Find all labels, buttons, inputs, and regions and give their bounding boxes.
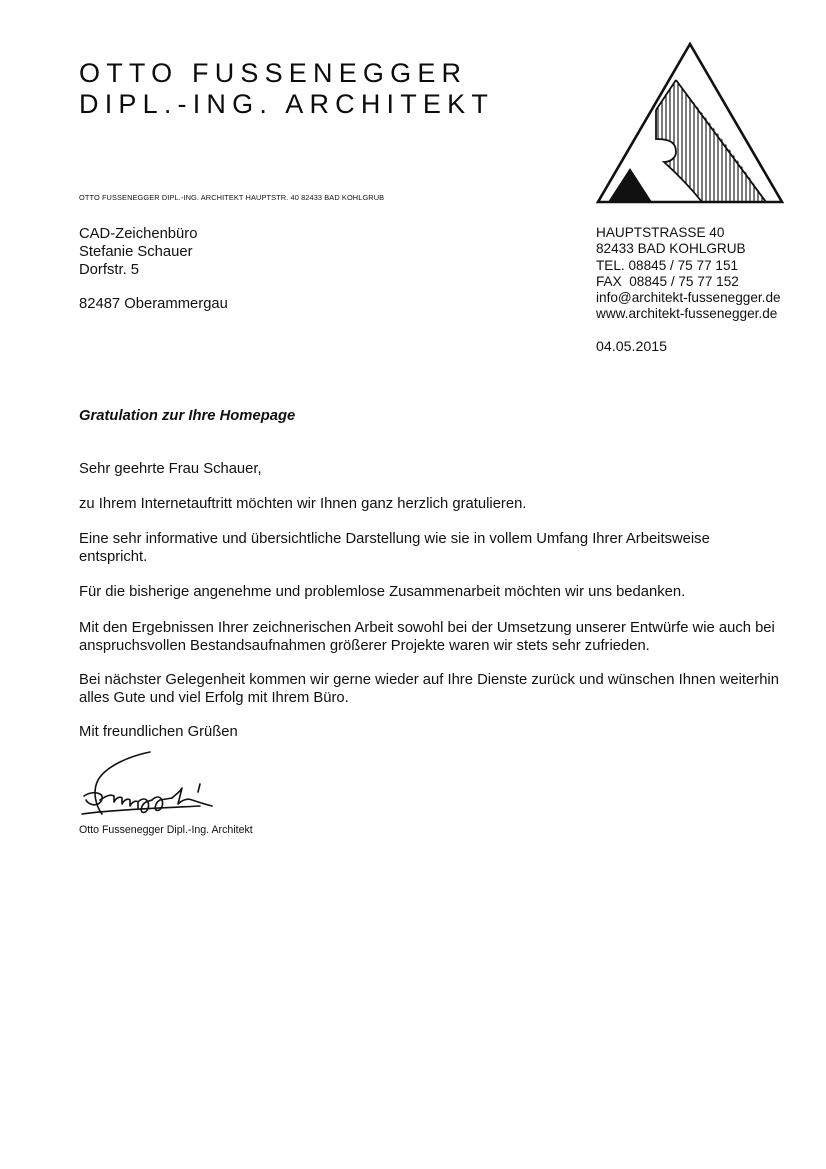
handwritten-signature [80,748,220,820]
contact-tel: TEL. 08845 / 75 77 151 [596,257,739,273]
body-paragraph: Bei nächster Gelegenheit kommen wir gerne wieder auf Ihre Dienste zurück und wünschen Ihnen weiterhin alles Gute und viel Erfolg mit Ihrem Büro. [79,672,779,706]
salutation: Sehr geehrte Frau Schauer, [79,461,262,477]
letterhead-title: DIPL.-ING. ARCHITEKT [79,89,495,119]
contact-block [596,225,781,323]
contact-web: www.architekt-fussenegger.de [596,306,778,322]
triangle-logo-icon [594,42,786,206]
body-paragraph: Mit den Ergebnissen Ihrer zeichnerischen Arbeit sowohl bei der Umsetzung unserer Entwürfe wie auch bei anspruchsvollen Bestandsaufnahmen größerer Projekte waren wir stets sehr zufrieden. [79,620,775,654]
recipient-name: Stefanie Schauer [79,244,193,260]
letter-date: 04.05.2015 [596,339,668,355]
recipient-city: 82487 Oberammergau [79,296,228,312]
contact-fax: FAX 08845 / 75 77 152 [596,273,739,289]
recipient-address [79,225,197,279]
contact-street: HAUPTSTRASSE 40 [596,225,725,240]
recipient-street: Dorfstr. 5 [79,262,140,278]
body-paragraph: Eine sehr informative und übersichtliche Darstellung wie sie in vollem Umfang Ihrer Arbeitsweise entspricht. [79,531,710,565]
sender-return-address: OTTO FUSSENEGGER DIPL.-ING. ARCHITEKT HAUPTSTR. 40 82433 BAD KOHLGRUB [79,193,385,202]
contact-email: info@architekt-fussenegger.de [596,290,781,306]
body-paragraph: zu Ihrem Internetauftritt möchten wir Ihnen ganz herzlich gratulieren. [79,496,527,512]
closing: Mit freundlichen Grüßen [79,724,238,740]
recipient-company: CAD-Zeichenbüro [79,226,198,242]
letter-subject: Gratulation zur Ihre Homepage [79,408,296,424]
letterhead-name: OTTO FUSSENEGGER [79,58,468,88]
body-paragraph: Für die bisherige angenehme und problemlose Zusammenarbeit möchten wir uns bedanken. [79,584,686,600]
signer-name: Otto Fussenegger Dipl.-Ing. Architekt [79,824,253,836]
contact-city: 82433 BAD KOHLGRUB [596,241,746,257]
